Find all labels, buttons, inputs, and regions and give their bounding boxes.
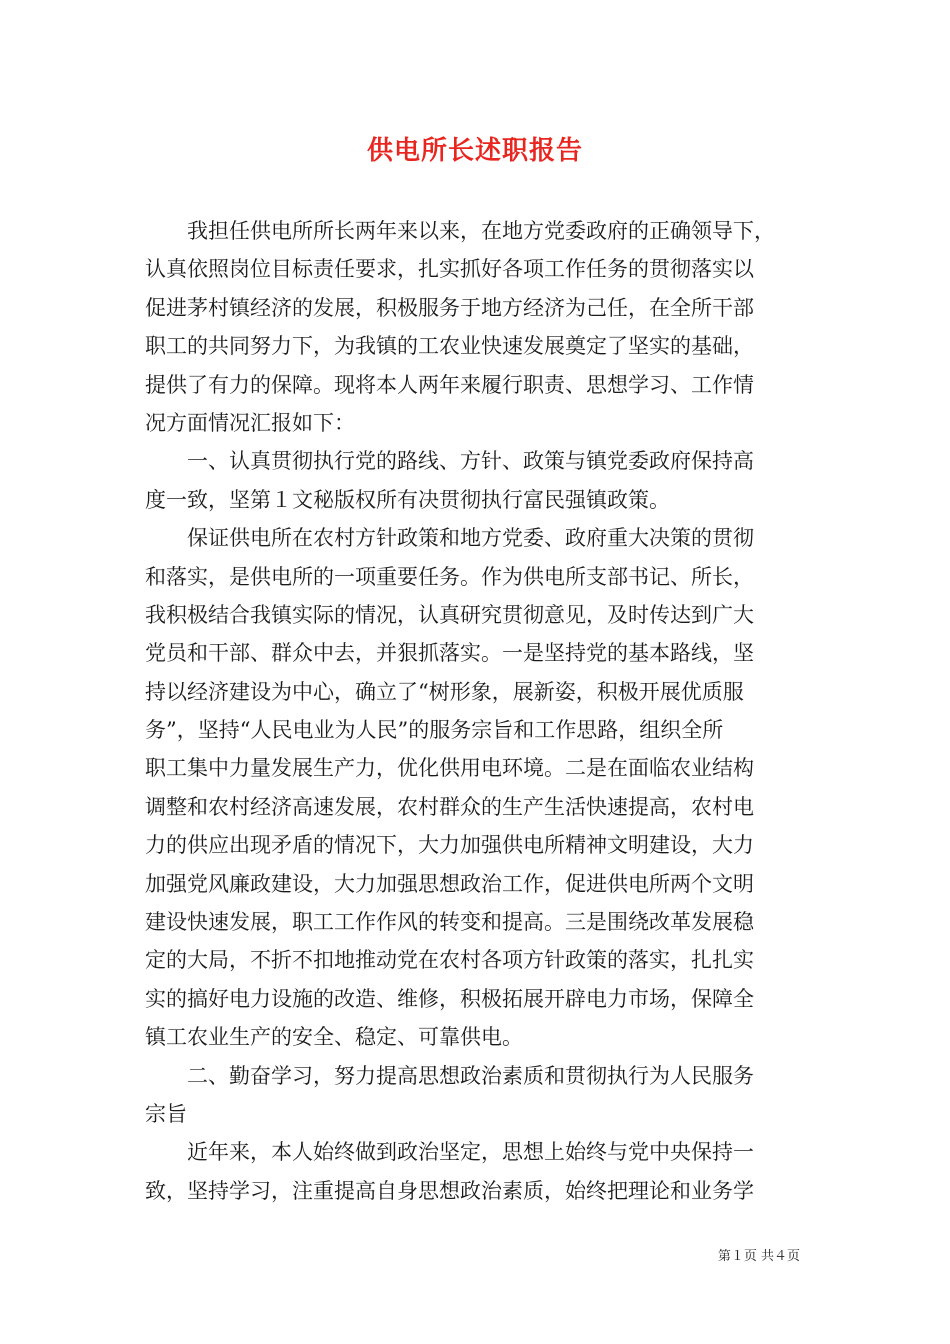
- paragraph: [145, 1133, 810, 1210]
- text-line: 认真依照岗位目标责任要求，扎实抓好各项工作任务的贯彻落实以: [145, 257, 754, 282]
- text-line: 况方面情况汇报如下：: [145, 410, 355, 435]
- document-title: 供电所长述职报告: [366, 136, 583, 166]
- text-line: 我担任供电所所长两年来以来，在地方党委政府的正确领导下，: [145, 219, 775, 243]
- text-line: 和落实，是供电所的一项重要任务。作为供电所支部书记、所长，: [145, 564, 754, 589]
- text-line: 调整和农村经济高速发展，农村群众的生产生活快速提高，农村电: [145, 794, 754, 819]
- text-line: 建设快速发展，职工工作作风的转变和提高。三是围绕改革发展稳: [145, 910, 754, 935]
- paragraph: [145, 1057, 810, 1134]
- page-number: 第１页 共４页: [717, 1249, 800, 1264]
- document-body: [145, 212, 810, 1210]
- text-line: 定的大局，不折不扣地推动党在农村各项方针政策的落实，扎扎实: [145, 948, 754, 973]
- text-line: 提供了有力的保障。现将本人两年来履行职责、思想学习、工作情: [145, 372, 754, 397]
- text-line: 职工集中力量发展生产力，优化供用电环境。二是在面临农业结构: [145, 756, 754, 781]
- text-line: 致，坚持学习，注重提高自身思想政治素质，始终把理论和业务学: [145, 1178, 754, 1203]
- text-line: 党员和干部、群众中去，并狠抓落实。一是坚持党的基本路线，坚: [145, 641, 754, 666]
- text-line: 一、认真贯彻执行党的路线、方针、政策与镇党委政府保持高: [145, 449, 754, 474]
- text-line: 镇工农业生产的安全、稳定、可靠供电。: [145, 1025, 523, 1050]
- text-line: 近年来，本人始终做到政治坚定，思想上始终与党中央保持一: [145, 1140, 754, 1165]
- text-line: 宗旨: [145, 1101, 187, 1126]
- paragraph: [145, 442, 810, 519]
- text-line: 实的搞好电力设施的改造、维修，积极拓展开辟电力市场，保障全: [145, 986, 754, 1011]
- text-line: 二、勤奋学习，努力提高思想政治素质和贯彻执行为人民服务: [145, 1063, 754, 1088]
- text-line: 务”，坚持“人民电业为人民”的服务宗旨和工作思路，组织全所: [145, 718, 724, 743]
- paragraph: [145, 519, 810, 1056]
- paragraph: [145, 212, 810, 442]
- text-line: 职工的共同努力下，为我镇的工农业快速发展奠定了坚实的基础，: [145, 334, 754, 359]
- text-line: 度一致，坚第１文秘版权所有决贯彻执行富民强镇政策。: [145, 487, 670, 512]
- text-line: 持以经济建设为中心，确立了“树形象，展新姿，积极开展优质服: [145, 679, 744, 704]
- text-line: 我积极结合我镇实际的情况，认真研究贯彻意见，及时传达到广大: [145, 602, 754, 627]
- text-line: 保证供电所在农村方针政策和地方党委、政府重大决策的贯彻: [145, 526, 754, 551]
- text-line: 促进茅村镇经济的发展，积极服务于地方经济为己任，在全所干部: [145, 295, 754, 320]
- text-line: 力的供应出现矛盾的情况下，大力加强供电所精神文明建设，大力: [145, 833, 754, 858]
- text-line: 加强党风廉政建设，大力加强思想政治工作，促进供电所两个文明: [145, 871, 754, 896]
